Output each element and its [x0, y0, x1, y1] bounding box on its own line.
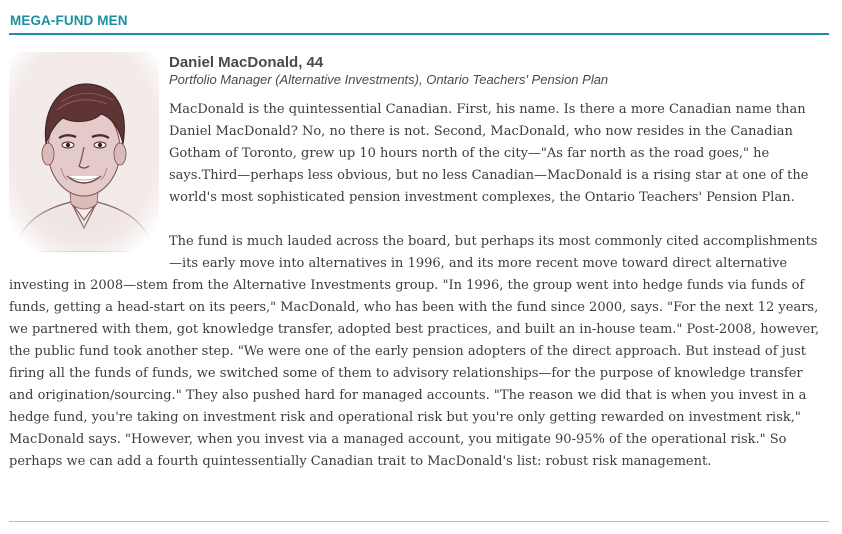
article-paragraph: MacDonald is the quintessential Canadian. First, his name. Is there a more Canadian name than Daniel MacDonald? No, no there is not. Second, MacDonald, who now resides in the Canadian Gotham of Toronto, grew up 10 hours north of the city—"As far north as the road goes," he says.Third—perhaps less obvious, but no less Canadian—MacDonald is a rising star at one of the world's most sophisticated pension investment complexes, the Ontario Teachers' Pension Plan. [169, 102, 809, 205]
profile-role: Portfolio Manager (Alternative Investments), Ontario Teachers' Pension Plan [169, 72, 609, 87]
profile-name: Daniel MacDonald, 44 [169, 54, 324, 71]
section-title: MEGA-FUND MEN [10, 13, 128, 28]
article-paragraph: The fund is much lauded across the board, but perhaps its most commonly cited accomplishments—its early move into alternatives in 1996, and its more recent move toward direct alternative investing in 2008—stem from the Alternative Investments group. "In 1996, the group went into hedge funds via funds of funds, getting a head-start on its peers," MacDonald, who has been with the fund since 2000, says. "For the next 12 years, we partnered with them, got knowledge transfer, adopted best practices, and built an in-house team." Post-2008, however, the public fund took another step. "We were one of the early pension adopters of the direct approach. But instead of just firing all the funds of funds, we switched some of them to advisory relationships—for the purpose of knowledge transfer and origination/sourcing." They also pushed hard for managed accounts. "The reason we did that is when you invest in a hedge fund, you're taking on investment risk and operational risk but you're only getting rewarded on investment risk," MacDonald says. "However, when you invest via a managed account, you mitigate 90-95% of the operational risk." So perhaps we can add a fourth quintessentially Canadian trait to MacDonald's list: robust risk management. [9, 234, 820, 469]
portrait-spacer [9, 99, 169, 262]
section-header [9, 11, 829, 35]
article-body [9, 99, 829, 473]
bottom-divider [9, 521, 829, 522]
